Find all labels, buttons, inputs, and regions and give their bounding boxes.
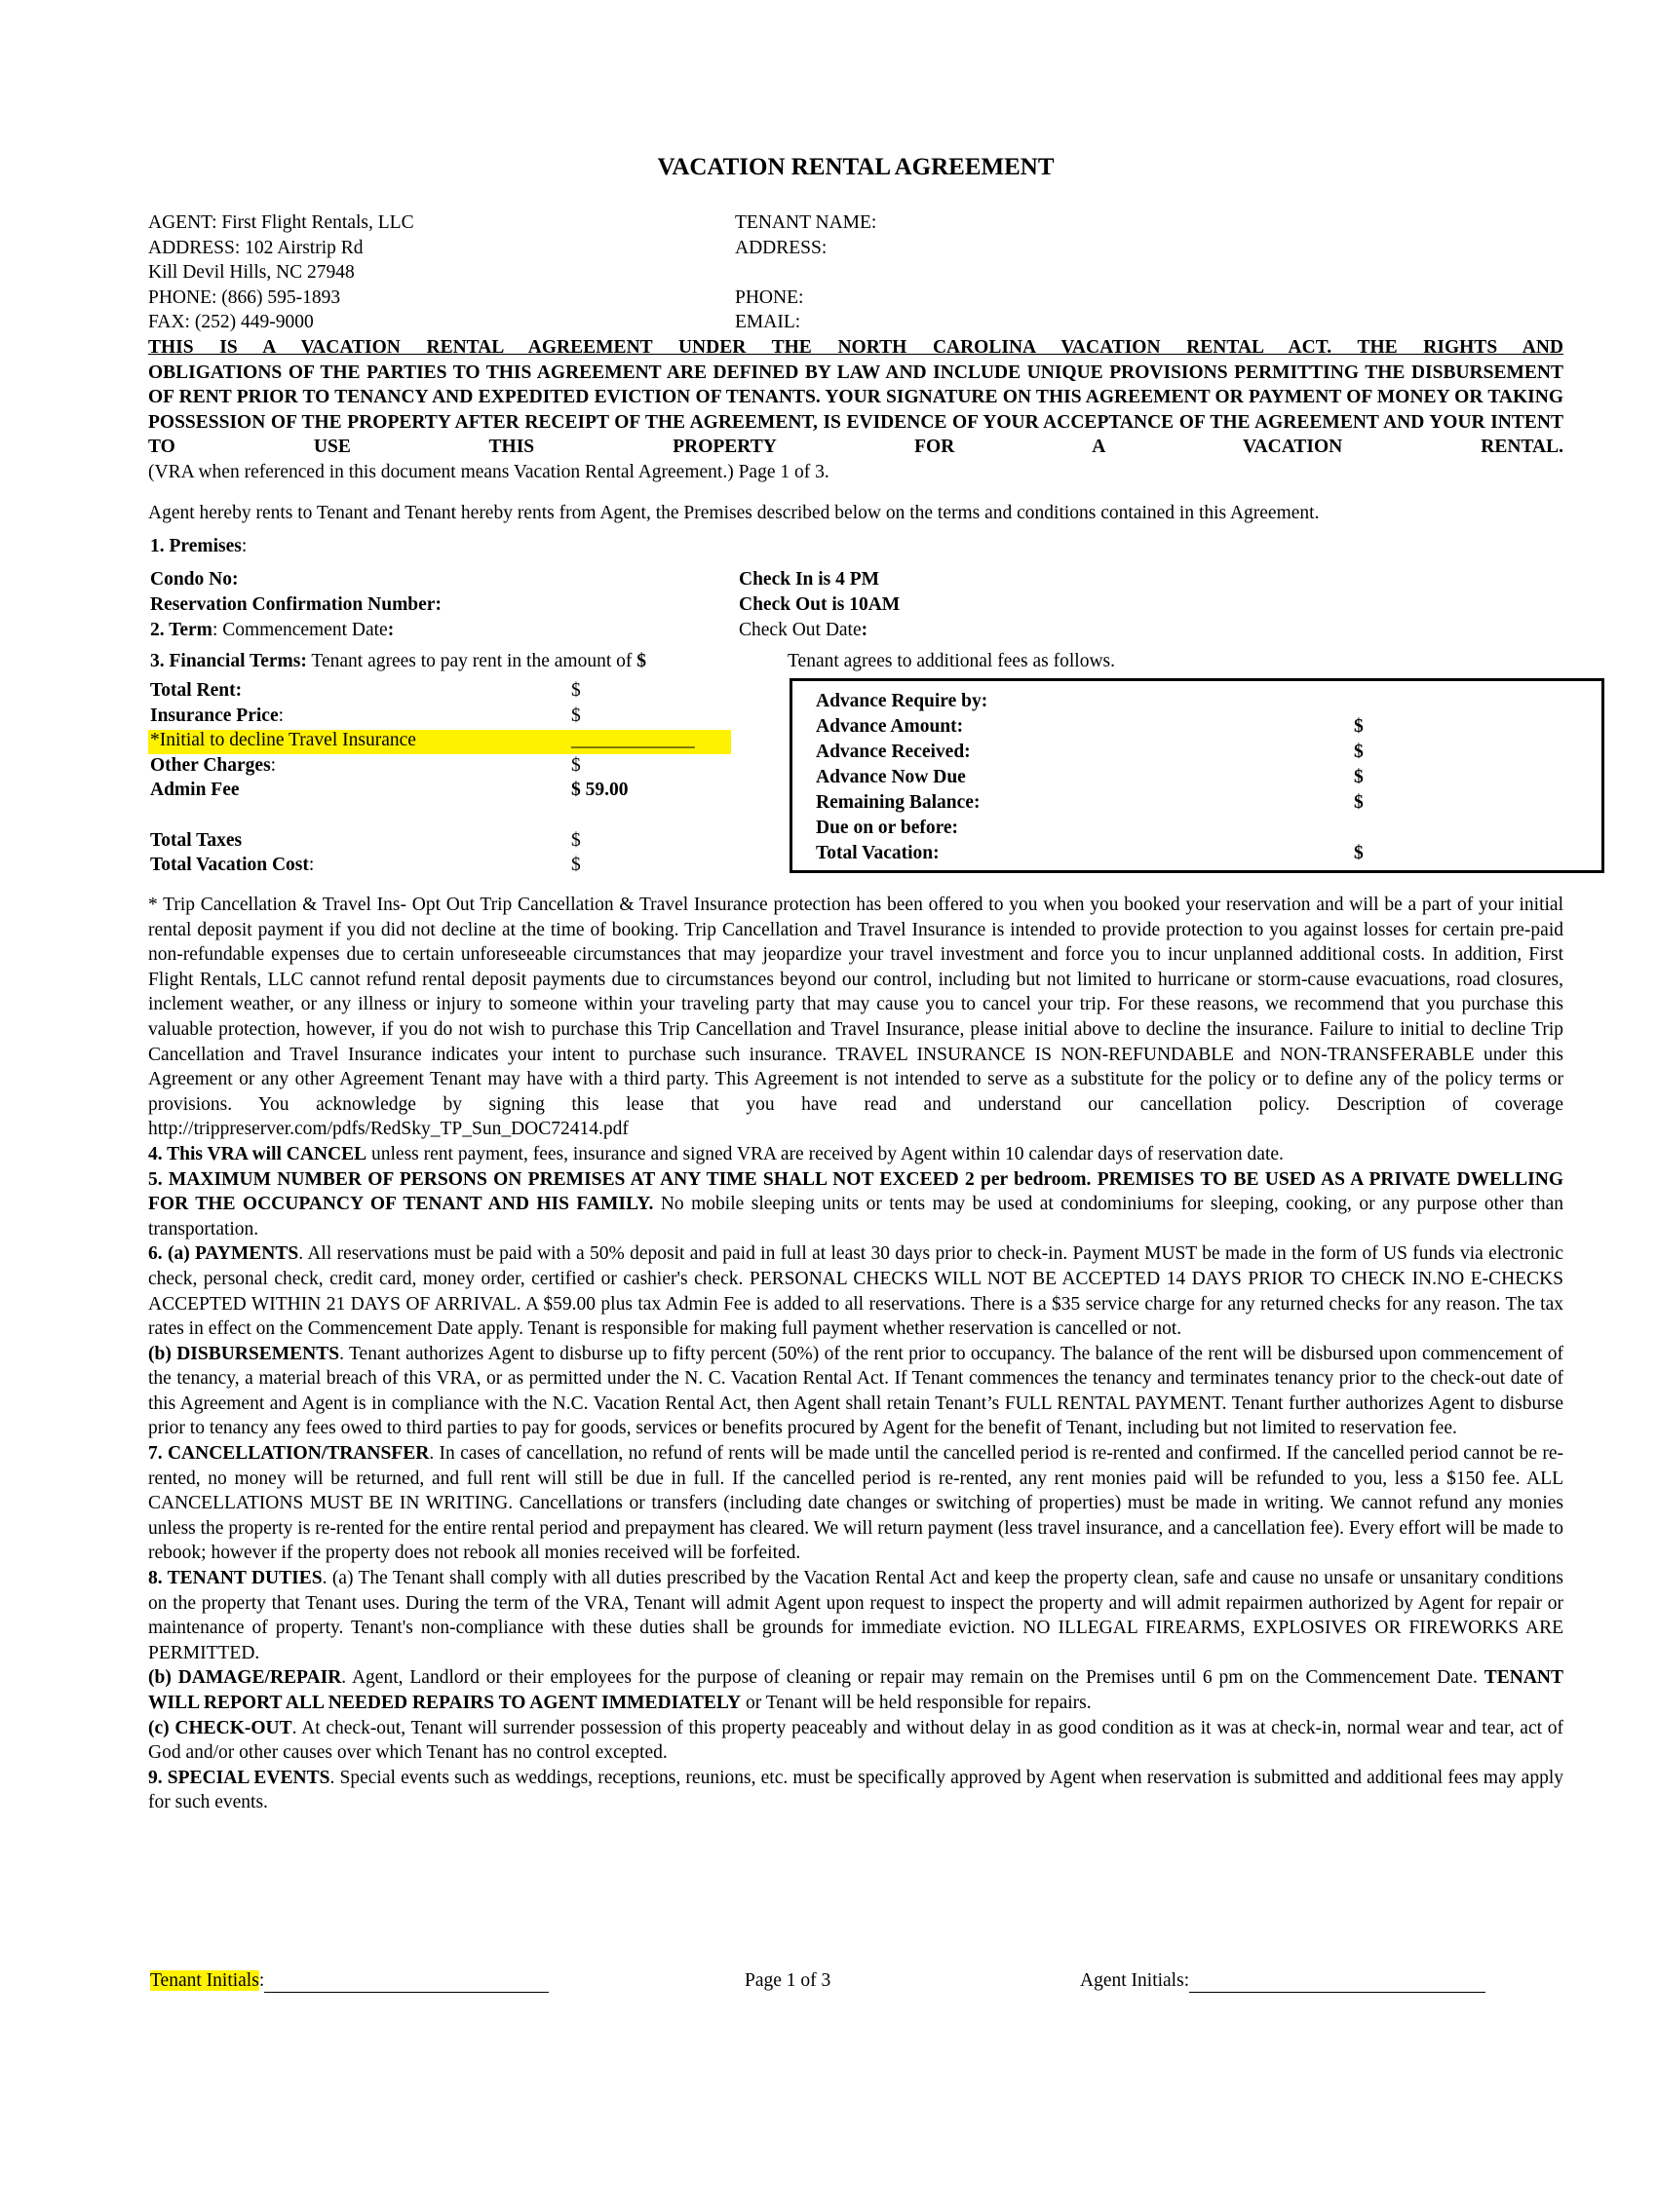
- agent-city: Kill Devil Hills, NC 27948: [148, 262, 355, 284]
- tenant-email-label: EMAIL:: [735, 312, 801, 333]
- premises-heading: 1. Premises:: [150, 536, 248, 556]
- check-in-time: Check In is 4 PM: [739, 569, 880, 590]
- fin-row-total-taxes: Total Taxes $: [150, 829, 581, 851]
- term-label: 2. Term: Commencement Date:: [150, 620, 395, 640]
- agent-name: AGENT: First Flight Rentals, LLC: [148, 212, 414, 233]
- tenant-phone-label: PHONE:: [735, 286, 804, 308]
- legal-notice-line1: THIS IS A VACATION RENTAL AGREEMENT UNDER THE NORTH CAROLINA VACATION RENTAL ACT. THE RIGHTS AND: [148, 337, 1563, 358]
- section-7: 7. CANCELLATION/TRANSFER. In cases of cancellation, no refund of rents will be made until the cancelled period is re-rented and confirmed. If the cancelled period cannot be re-rented, no money will be returned, and full rent will still be due in full. If the cancelled period is re-rented, any rent monies paid will be refunded to you, less a $150 fee. ALL CANCELLATIONS MUST BE IN WRITING. Cancellations or transfers (including date changes or switching of properties) must be made in writing. We cannot refund any monies unless the property is re-rented for the entire rental period and prepayment has cleared. We will return payment (less travel insurance, and a cancellation fee). Every effort will be made to rebook; however if the property does not rebook all monies received will be forfeited.: [148, 1443, 1563, 1564]
- additional-fees-label: Tenant agrees to additional fees as follows.: [788, 651, 1115, 671]
- agent-initials-line[interactable]: [1189, 1970, 1485, 1993]
- tenant-info: [735, 210, 876, 335]
- tenant-initials-line[interactable]: [264, 1970, 549, 1993]
- tenant-address-label: ADDRESS:: [735, 237, 828, 258]
- agent-address: ADDRESS: 102 Airstrip Rd: [148, 237, 364, 258]
- due-on-or-before: Due on or before:: [816, 818, 959, 838]
- reservation-number-label: Reservation Confirmation Number:: [150, 594, 442, 615]
- fin-row-total-vacation-cost: Total Vacation Cost: $: [150, 855, 581, 876]
- agent-initials-field[interactable]: Agent Initials:: [1080, 1970, 1485, 1993]
- check-out-date-label: Check Out Date:: [739, 620, 868, 640]
- tenant-initials-field[interactable]: Tenant Initials:: [150, 1970, 549, 1993]
- advance-now-due: Advance Now Due $: [816, 767, 1364, 787]
- financial-terms-heading: 3. Financial Terms: Tenant agrees to pay rent in the amount of $: [150, 651, 646, 671]
- remaining-balance: Remaining Balance: $: [816, 792, 1364, 813]
- section-6b: (b) DISBURSEMENTS. Tenant authorizes Agent to disburse up to fifty percent (50%) of the rent prior to occupancy. The balance of the rent will be disbursed upon commencement of the tenancy, a material breach of this VRA, or as permitted under the N. C. Vacation Rental Act. If Tenant commences the tenancy and terminates tenancy prior to the check-out date of this Agreement and Agent is in compliance with the N.C. Vacation Rental Act, then Agent shall retain Tenant’s FULL RENTAL PAYMENT. Tenant further authorizes Agent to disburse prior to tenancy any fees owed to third parties to pay for goods, services or benefits procured by Agent for the benefit of Tenant, including but not limited to reservation fee.: [148, 1343, 1564, 1439]
- total-vacation: Total Vacation: $: [816, 843, 1364, 863]
- fin-row-admin-fee: Admin Fee $ 59.00: [150, 780, 629, 801]
- intro-paragraph: Agent hereby rents to Tenant and Tenant hereby rents from Agent, the Premises described below on the terms and conditions contained in this Agreement.: [148, 503, 1320, 523]
- fin-row-decline-insurance[interactable]: *Initial to decline Travel Insurance _____________: [150, 730, 695, 751]
- tenant-name-label: TENANT NAME:: [735, 212, 877, 233]
- page-number: Page 1 of 3: [745, 1970, 831, 1991]
- section-8b: (b) DAMAGE/REPAIR. Agent, Landlord or their employees for the purpose of cleaning or repair may remain on the Premises until 6 pm on the Commencement Date. TENANT WILL REPORT ALL NEEDED REPAIRS TO AGENT IMMEDIATELY or Tenant will be held responsible for repairs.: [148, 1667, 1563, 1713]
- section-8: 8. TENANT DUTIES. (a) The Tenant shall comply with all duties prescribed by the Vacation Rental Act and keep the property clean, safe and cause no unsafe or unsanitary conditions on the property that Tenant uses. During the term of the VRA, Tenant will admit Agent upon request to inspect the property and will admit repairmen authorized by Agent for repair or maintenance of property. Tenant's non-compliance with these duties shall be grounds for immediate eviction. NO ILLEGAL FIREARMS, EXPLOSIVES OR FIREWORKS ARE PERMITTED.: [148, 1568, 1563, 1663]
- agreement-body: [148, 893, 1563, 1815]
- condo-no-label: Condo No:: [150, 569, 239, 590]
- document-title: VACATION RENTAL AGREEMENT: [657, 154, 1055, 180]
- advance-amount: Advance Amount: $: [816, 716, 1364, 737]
- section-4: 4. This VRA will CANCEL unless rent payment, fees, insurance and signed VRA are received by Agent within 10 calendar days of reservation date.: [148, 1143, 1284, 1164]
- fin-row-insurance: Insurance Price: $: [150, 705, 581, 726]
- agent-phone: PHONE: (866) 595-1893: [148, 286, 341, 308]
- advance-require-by: Advance Require by:: [816, 691, 988, 711]
- section-8c: (c) CHECK-OUT. At check-out, Tenant will surrender possession of this property peaceably and without delay in as good condition as it was at check-in, normal wear and tear, act of God and/or other causes over which Tenant has no control excepted.: [148, 1717, 1563, 1764]
- fin-row-spacer: [148, 803, 733, 828]
- check-out-time: Check Out is 10AM: [739, 594, 901, 615]
- vra-note: (VRA when referenced in this document means Vacation Rental Agreement.) Page 1 of 3.: [148, 462, 829, 482]
- section-9: 9. SPECIAL EVENTS. Special events such as weddings, receptions, reunions, etc. must be specifically approved by Agent when reservation is submitted and additional fees may apply for such events.: [148, 1767, 1563, 1813]
- section-5: 5. MAXIMUM NUMBER OF PERSONS ON PREMISES AT ANY TIME SHALL NOT EXCEED 2 per bedroom. PREMISES TO BE USED AS A PRIVATE DWELLING FOR THE OCCUPANCY OF TENANT AND HIS FAMILY. No mobile sleeping units or tents may be used at condominiums for sleeping, cooking, or any purpose other than transportation.: [148, 1168, 1563, 1239]
- fin-row-total-rent: Total Rent: $: [150, 680, 581, 701]
- fin-row-other-charges: Other Charges: $: [150, 754, 581, 776]
- section-6a: 6. (a) PAYMENTS. All reservations must be paid with a 50% deposit and paid in full at least 30 days prior to check-in. Payment MUST be made in the form of US funds via electronic check, personal check, credit card, money order, certified or cashier's check. PERSONAL CHECKS WILL NOT BE ACCEPTED 14 DAYS PRIOR TO CHECK IN.NO E-CHECKS ACCEPTED WITHIN 21 DAYS OF ARRIVAL. A $59.00 plus tax Admin Fee is added to all reservations. There is a $35 service charge for any returned checks for any reason. The tax rates in effect on the Commencement Date apply. Tenant is responsible for making full payment whether reservation is cancelled or not.: [148, 1243, 1563, 1340]
- trip-insurance-paragraph: * Trip Cancellation & Travel Ins- Opt Out Trip Cancellation & Travel Insurance protection has been offered to you when you booked your reservation and will be a part of your initial rental deposit payment if you did not decline at the time of booking. Trip Cancellation and Travel Insurance is intended to provide protection to you against losses for certain pre-paid non-refundable expenses due to certain unforeseeable circumstances that may jeopardize your travel investment and force you to incur unplanned additional costs. In addition, First Flight Rentals, LLC cannot refund rental deposit payments due to circumstances beyond our control, including but not limited to hurricane or storm-cause evacuations, road closures, inclement weather, or any illness or injury to someone within your traveling party that may cause you to cancel your trip. For these reasons, we recommend that you purchase this valuable protection, however, if you do not wish to purchase this Trip Cancellation and Travel Insurance, please initial above to decline the insurance. Failure to initial to decline Trip Cancellation and Travel Insurance indicates your intent to purchase such insurance. TRAVEL INSURANCE IS NON-REFUNDABLE and NON-TRANSFERABLE under this Agreement or any other Agreement Tenant may have with a third party. This Agreement is not intended to serve as a substitute for the policy or to define any of the policy terms or provisions. You acknowledge by signing this lease that you have read and understand our cancellation policy. Description of coverage http://trippreserver.com/pdfs/RedSky_TP_Sun_DOC72414.pdf: [148, 895, 1563, 1140]
- legal-notice: [148, 335, 1563, 460]
- advance-received: Advance Received: $: [816, 742, 1364, 762]
- financial-table: [148, 678, 733, 878]
- legal-notice-body: OBLIGATIONS OF THE PARTIES TO THIS AGREEMENT ARE DEFINED BY LAW AND INCLUDE UNIQUE PROVISIONS PERMITTING THE DISBURSEMENT OF RENT PRIOR TO TENANCY AND EXPEDITED EVICTION OF TENANTS. YOUR SIGNATURE ON THIS AGREEMENT OR PAYMENT OF MONEY OR TAKING POSSESSION OF THE PROPERTY AFTER RECEIPT OF THE AGREEMENT, IS EVIDENCE OF YOUR ACCEPTANCE OF THE AGREEMENT AND YOUR INTENT TO USE THIS PROPERTY FOR A VACATION RENTAL.: [148, 362, 1563, 458]
- agent-fax: FAX: (252) 449-9000: [148, 312, 314, 333]
- advance-payment-box: [790, 678, 1604, 873]
- agent-info: [148, 210, 414, 335]
